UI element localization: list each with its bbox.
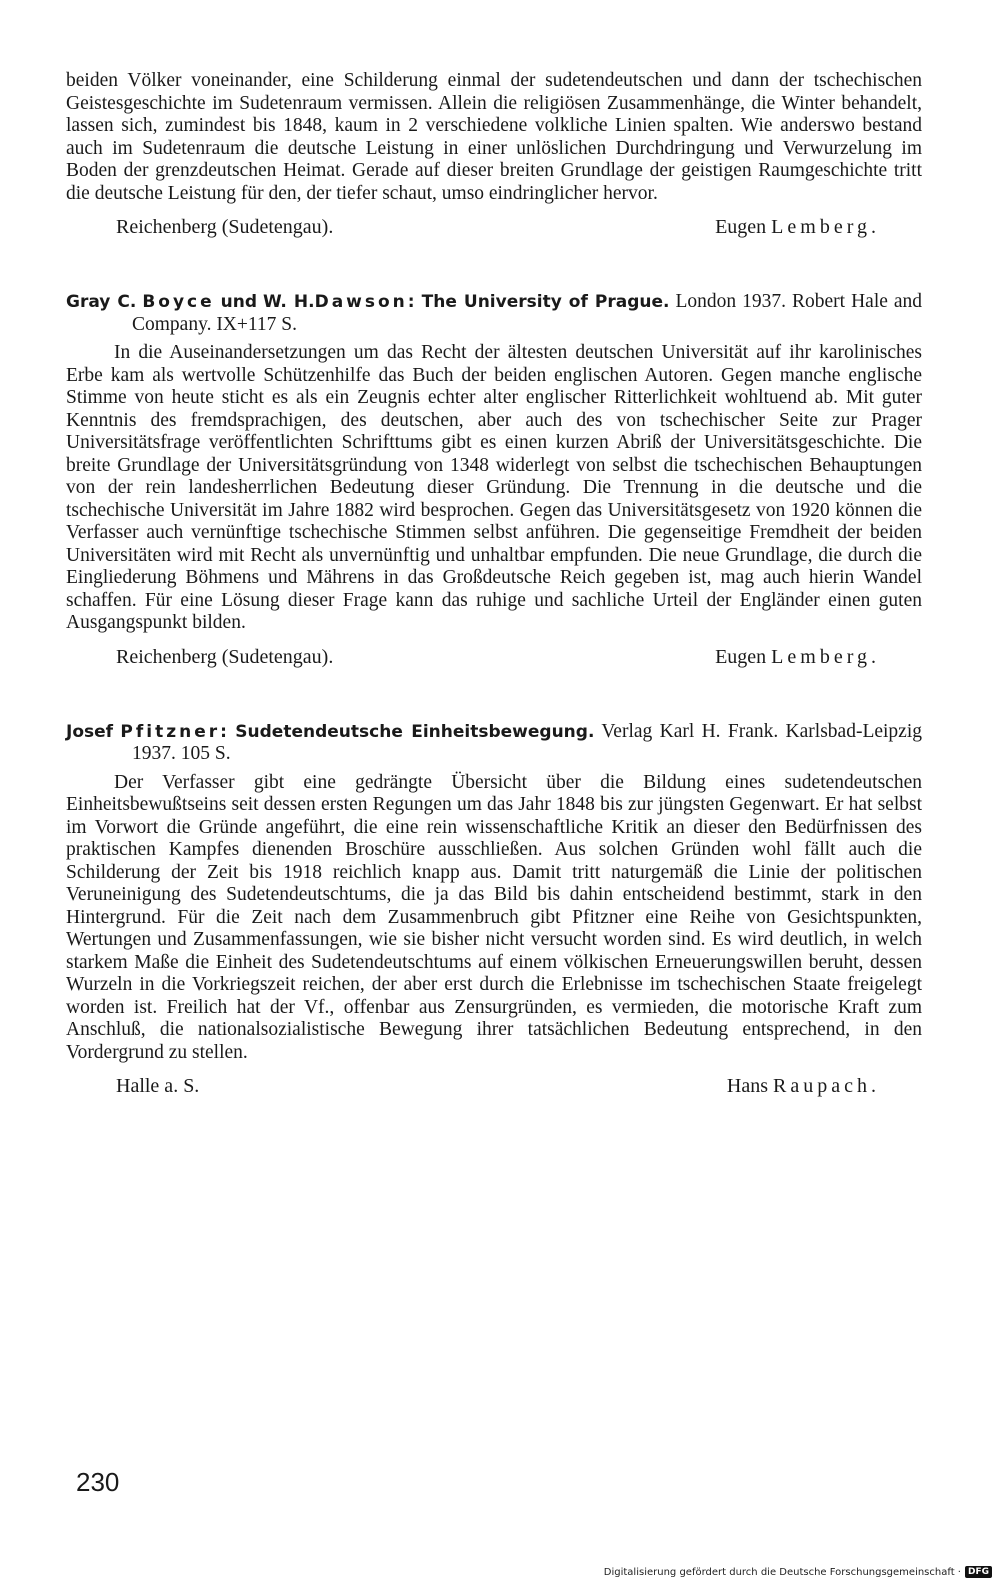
digitization-footer <box>604 1566 992 1578</box>
review-body: Der Verfasser gibt eine gedrängte Übersicht über die Bildung eines sudetendeutschen Einheitsbewußtseins seit dessen ersten Regungen um das Jahr 1848 bis zur jüngsten Gegenwart. Er hat selbst im Vorwort die Gründe angeführt, die eine rein wissenschaftliche Kritik an dieser den Bedürfnissen des praktischen Kampfes dienenden Broschüre ausschließen. Aus solchen Gründen wohl fällt auch die Schilderung der Zeit bis 1918 reichlich knapp aus. Damit tritt naturgemäß die Linie der politischen Veruneinigung des Sudetendeutschtums, die ja das Bild bis dahin entscheidend bestimmt, stark in den Hintergrund. Für die Zeit nach dem Zusammenbruch gibt Pfitzner eine Reihe von Gesichtspunkten, Wertungen und Zusammenfassungen, wie sie bisher nicht versucht worden sind. Es wird deutlich, in welch starkem Maße die Einheit des Sudetendeutschtums auf einem völkischen Erneuerungswillen beruht, dessen Wurzeln in die Vorkriegszeit reichen, der aber erst durch die Erlebnisse im tschechischen Staate freigelegt worden ist. Freilich hat der Vf., offenbar aus Zensurgründen, es vermieden, die motorische Kraft zum Anschluß, die nationalsozialistische Bewegung ihrer tatsächlichen Bedeutung entsprechend, in den Vordergrund zu stellen. <box>66 771 922 1063</box>
reviewer-name: Eugen Lemberg. <box>715 216 880 238</box>
page-number: 230 <box>76 1467 120 1497</box>
review-heading: Gray C. Boyce und W. H.Dawson: The University of Prague. London 1937. Robert Hale and Company. IX+117 S. <box>66 291 923 335</box>
dfg-logo: DFG <box>965 1566 992 1578</box>
section-gap <box>66 239 922 291</box>
review-signature <box>66 645 922 669</box>
review-university-of-prague <box>66 291 922 669</box>
footer-text: Digitalisierung gefördert durch die Deutsche Forschungsgemeinschaft · <box>603 1566 961 1578</box>
review-place: Reichenberg (Sudetengau). <box>116 645 334 668</box>
review-einheitsbewegung <box>66 721 922 1099</box>
reviewer-name: Eugen Lemberg. <box>715 645 880 668</box>
review-signature <box>66 1074 922 1098</box>
review-place: Halle a. S. <box>116 1075 200 1097</box>
review-heading: Josef Pfitzner: Sudetendeutsche Einheitsbewegung. Verlag Karl H. Frank. Karlsbad-Leipzig 1937. 105 S. <box>66 720 922 764</box>
review-place: Reichenberg (Sudetengau). <box>116 216 334 238</box>
reviewer-name: Hans Raupach. <box>726 1075 880 1097</box>
review-body: beiden Völker voneinander, eine Schilderung einmal der sudetendeutschen und dann der tschechischen Geistesgeschichte im Sudetenraum vermissen. Allein die religiösen Zusammenhänge, die Winter behandelt, lassen sich, zumindest bis 1848, kaum in 2 verschiedene volkliche Linien spalten. Wie anderswo bestand auch im Sudetenraum die deutsche Leistung in einer unlöslichen Durchdringung und Verwurzelung im Boden der grenzdeutschen Heimat. Gerade auf dieser breiten Grundlage der geistigen Raumgeschichte tritt die deutsche Leistung für den, der tiefer schaut, umso eindringlicher hervor. <box>66 70 922 204</box>
review-signature <box>66 215 922 239</box>
review-body: In die Auseinandersetzungen um das Recht der ältesten deutschen Universität auf ihr karolinisches Erbe kam als wertvolle Schützenhilfe das Buch der beiden englischen Autoren. Gegen manche englische Stimme von heute sticht es als ein Zeugnis echter alter englischer Ritterlichkeit wohltuend ab. Mit guter Kenntnis des fremdsprachigen, des deutschen, aber auch des von tschechischer Seite zur Prager Universitätsfrage veröffentlichten Schrifttums gibt es einen kurzen Abriß der Universitätsgeschichte. Die breite Grundlage der Universitätsgründung von 1348 widerlegt von selbst die tschechischen Behauptungen von der rein landesherrlichen Bedeutung dieser Gründung. Die Trennung in die deutsche und die tschechische Universität im Jahre 1882 wird besprochen. Gegen das Universitätsgesetz von 1920 können die Verfasser auch vernünftige tschechische Stimmen selbst anführen. Die gegenseitige Fremdheit der beiden Universitäten wird mit Recht als unvernünftig und unhaltbar empfunden. Die neue Grundlage, die durch die Eingliederung Böhmens und Mährens in das Großdeutsche Reich gegeben ist, mag auch hierin Wandel schaffen. Für eine Lösung dieser Frage kann das ruhige und sachliche Urteil der Engländer einen guten Ausgangspunkt bilden. <box>66 342 922 633</box>
review-continuation <box>66 70 922 239</box>
section-gap <box>66 669 922 721</box>
page-content <box>66 70 922 1098</box>
